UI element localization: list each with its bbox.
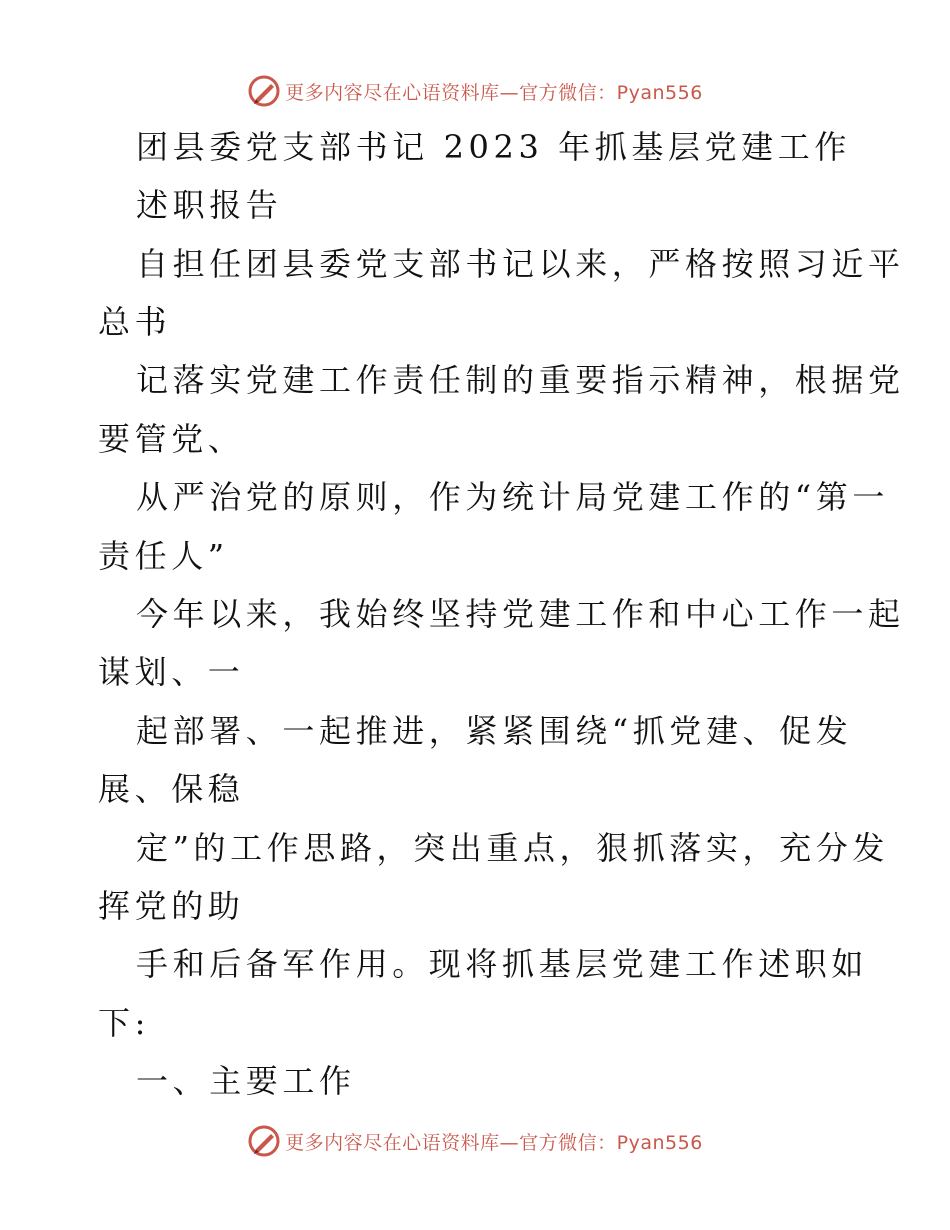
section-heading: 一、主要工作: [136, 1062, 356, 1100]
doc-text-line: 从严治党的原则，作为统计局党建工作的“第一: [136, 478, 889, 516]
pen-logo-icon: [247, 74, 281, 108]
doc-title-line-1: 团县委党支部书记 2023 年抓基层党建工作: [136, 128, 851, 166]
doc-text-line: 定”的工作思路，突出重点，狠抓落实，充分发: [136, 829, 889, 867]
doc-text-line: 记落实党建工作责任制的重要指示精神，根据党: [136, 361, 905, 399]
doc-text-line: 总书: [98, 303, 172, 341]
doc-text-line: 要管党、: [98, 420, 245, 458]
doc-text-line: 责任人”: [98, 537, 229, 575]
watermark-text: 更多内容尽在心语资料库—官方微信：Pyan556: [285, 81, 703, 104]
doc-title-line-2: 述职报告: [136, 186, 283, 224]
doc-text-line: 挥党的助: [98, 887, 245, 925]
doc-text-line: 手和后备军作用。现将抓基层党建工作述职如: [136, 945, 869, 983]
watermark-text: 更多内容尽在心语资料库—官方微信：Pyan556: [285, 1131, 703, 1154]
doc-text-line: 展、保稳: [98, 770, 245, 808]
doc-text-line: 下:: [98, 1004, 150, 1042]
pen-logo-icon: [247, 1124, 281, 1158]
watermark-footer: [0, 1121, 950, 1161]
watermark-header: [0, 71, 950, 111]
doc-text-line: 谋划、一: [98, 653, 245, 691]
doc-text-line: 今年以来，我始终坚持党建工作和中心工作一起: [136, 595, 905, 633]
doc-text-line: 自担任团县委党支部书记以来，严格按照习近平: [136, 245, 905, 283]
doc-text-line: 起部署、一起推进，紧紧围绕“抓党建、促发: [136, 712, 853, 750]
